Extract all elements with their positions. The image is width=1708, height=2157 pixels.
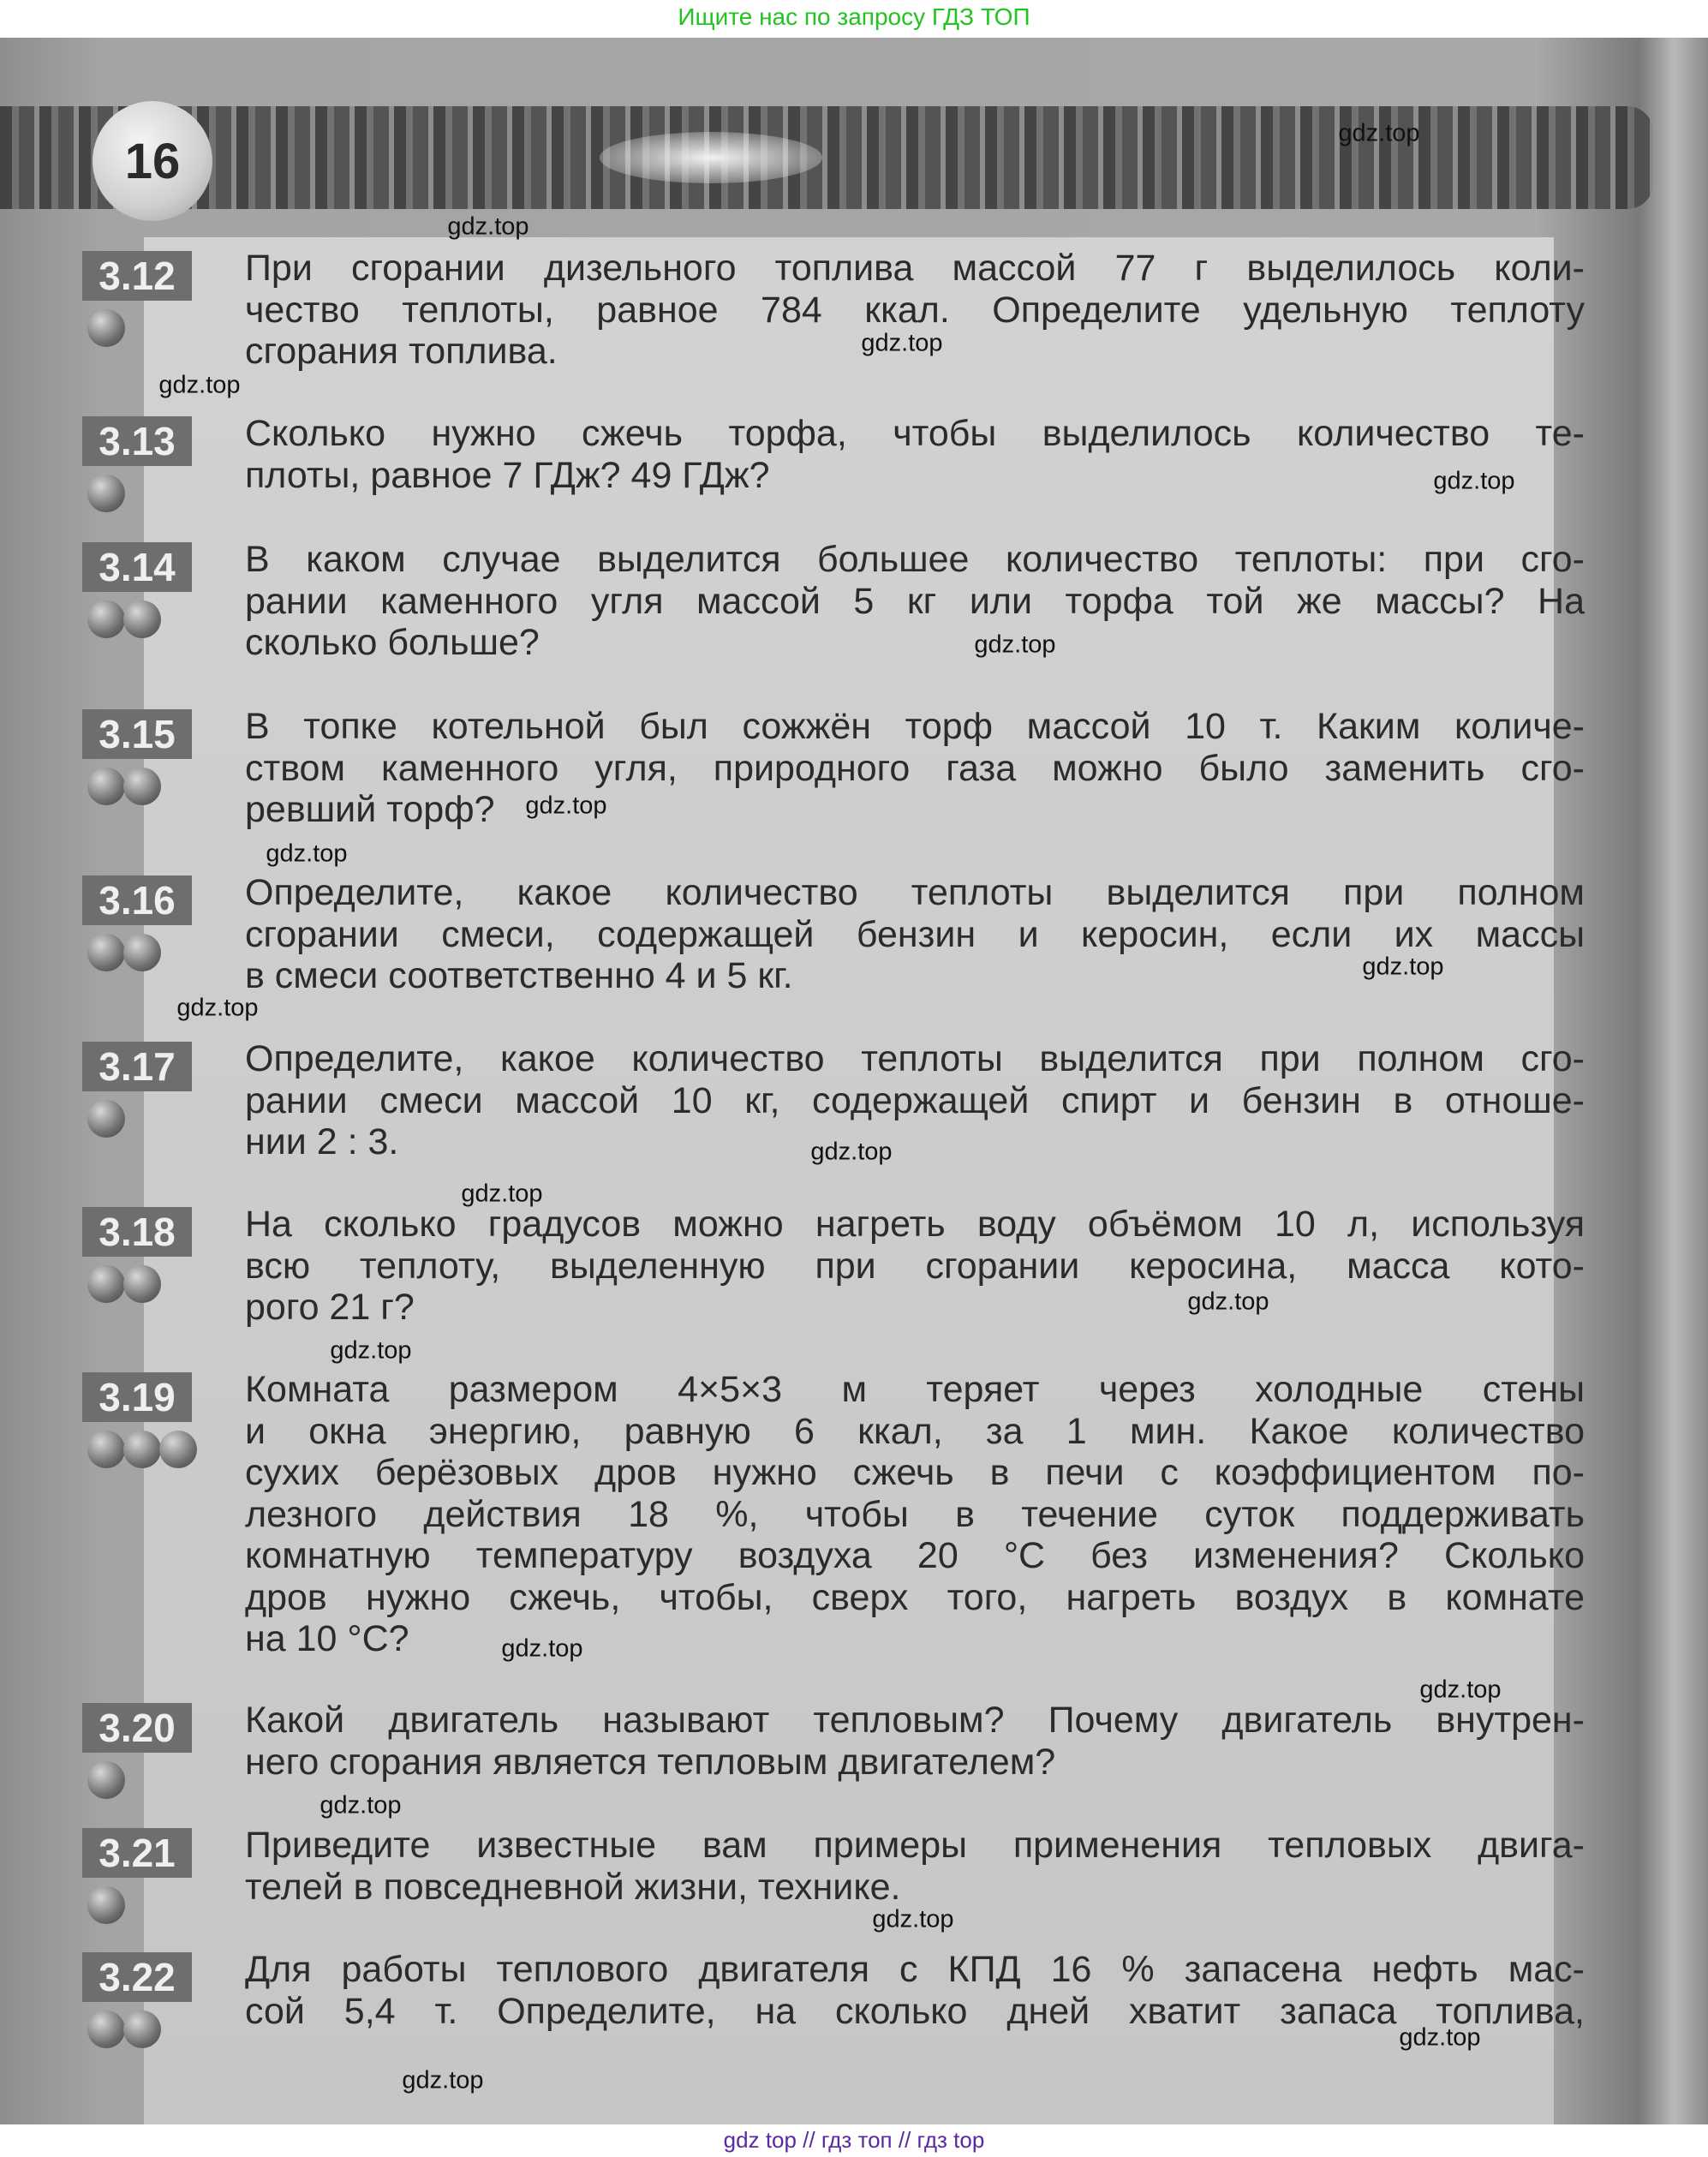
problem-number: 3.16 [82, 875, 192, 925]
watermark-text: gdz.top [501, 1634, 583, 1663]
problem-number: 3.13 [82, 416, 192, 466]
difficulty-ball-icon [123, 2011, 161, 2048]
problem-text [245, 1825, 1585, 1908]
difficulty-indicator [87, 2011, 159, 2048]
difficulty-indicator [87, 768, 159, 805]
problem-text-line: дров нужно сжечь, чтобы, сверх того, нагреть воздух в комнате [245, 1576, 1585, 1618]
watermark-text: gdz.top [861, 329, 943, 357]
problem-text-line: Определите, какое количество теплоты выделится при полном сго- [245, 1038, 1585, 1079]
watermark-text: gdz.top [525, 792, 607, 820]
difficulty-ball-icon [123, 1431, 161, 1468]
problem-text-line: в смеси соответственно 4 и 5 кг. [245, 955, 793, 996]
problem-number: 3.22 [82, 1952, 192, 2002]
difficulty-indicator [87, 1431, 195, 1468]
watermark-text: gdz.top [1433, 467, 1515, 495]
difficulty-ball-icon [159, 1431, 197, 1468]
watermark-text: gdz.top [176, 994, 259, 1022]
difficulty-indicator [87, 475, 123, 512]
difficulty-indicator [87, 934, 159, 971]
problem-text-line: плоты, равное 7 ГДж? 49 ГДж? [245, 454, 770, 496]
difficulty-indicator [87, 309, 123, 347]
problem-text-line: Комната размером 4×5×3 м теряет через холодные стены [245, 1369, 1585, 1410]
problem-number: 3.18 [82, 1207, 192, 1257]
problem-text-line: и окна энергию, равную 6 ккал, за 1 мин. Какое количество [245, 1410, 1585, 1452]
problem-text [245, 1369, 1585, 1660]
watermark-text: gdz.top [1419, 1676, 1502, 1704]
difficulty-ball-icon [87, 1431, 125, 1468]
problem-text-line: В топке котельной был сожжён торф массой 10 т. Каким количе- [245, 706, 1585, 747]
problem-text [245, 539, 1585, 664]
problem-number: 3.15 [82, 709, 192, 759]
watermark-text: gdz.top [974, 630, 1056, 659]
problem-text-line: лезного действия 18 %, чтобы в течение суток поддерживать [245, 1493, 1585, 1535]
problem-text-line: на 10 °С? [245, 1618, 409, 1659]
problem-text-line: При сгорании дизельного топлива массой 77 г выделилось коли- [245, 248, 1585, 289]
problem-number: 3.17 [82, 1042, 192, 1091]
watermark-text: gdz.top [158, 371, 241, 399]
watermark-text: gdz.top [810, 1138, 893, 1166]
problem-text-line: всю теплоту, выделенную при сгорании керосина, масса кото- [245, 1245, 1585, 1287]
problem-text-line: рании каменного угля массой 5 кг или торфа той же массы? На [245, 580, 1585, 622]
difficulty-ball-icon [87, 1886, 125, 1924]
problem-text-line: сгорания топлива. [245, 331, 558, 372]
difficulty-ball-icon [87, 309, 125, 347]
difficulty-ball-icon [123, 934, 161, 971]
watermark-text: gdz.top [872, 1905, 954, 1933]
watermark-text: gdz.top [1399, 2023, 1481, 2052]
problem-text-line: нии 2 : 3. [245, 1121, 399, 1162]
problem-text-line: Приведите известные вам примеры применения тепловых двига- [245, 1825, 1585, 1866]
problem-text-line: него сгорания является тепловым двигателем? [245, 1741, 1056, 1783]
problem-text [245, 1700, 1585, 1783]
difficulty-ball-icon [87, 1100, 125, 1138]
difficulty-ball-icon [123, 1265, 161, 1303]
watermark-text: gdz.top [447, 212, 529, 241]
problem-text [245, 413, 1585, 496]
problem-text-line: телей в повседневной жизни, технике. [245, 1866, 901, 1908]
footer-links: gdz top // гдз топ // гдз top [0, 2124, 1708, 2157]
difficulty-indicator [87, 600, 159, 638]
problem-text [245, 1204, 1585, 1329]
watermark-text: gdz.top [330, 1336, 412, 1365]
watermark-text: gdz.top [1187, 1288, 1269, 1316]
problem-text-line: Какой двигатель называют тепловым? Почему двигатель внутрен- [245, 1700, 1585, 1741]
difficulty-ball-icon [87, 1761, 125, 1799]
problem-number: 3.12 [82, 251, 192, 301]
difficulty-indicator [87, 1265, 159, 1303]
problem-text-line: сгорании смеси, содержащей бензин и керосин, если их массы [245, 913, 1585, 955]
problem-text-line: комнатную температуру воздуха 20 °С без изменения? Сколько [245, 1535, 1585, 1576]
watermark-text: gdz.top [1338, 119, 1420, 147]
problem-text-line: Сколько нужно сжечь торфа, чтобы выделилось количество те- [245, 413, 1585, 454]
difficulty-ball-icon [123, 768, 161, 805]
problem-text-line: рании смеси массой 10 кг, содержащей спирт и бензин в отноше- [245, 1079, 1585, 1121]
problem-text-line: На сколько градусов можно нагреть воду объёмом 10 л, используя [245, 1204, 1585, 1245]
problem-text-line: сухих берёзовых дров нужно сжечь в печи с коэффициентом по- [245, 1452, 1585, 1493]
difficulty-indicator [87, 1761, 123, 1799]
watermark-text: gdz.top [402, 2066, 484, 2094]
watermark-text: gdz.top [320, 1791, 402, 1819]
difficulty-ball-icon [87, 2011, 125, 2048]
search-hint-banner: Ищите нас по запросу ГДЗ ТОП [678, 3, 1030, 30]
problem-text-line: Определите, какое количество теплоты выделится при полном [245, 872, 1585, 913]
watermark-text: gdz.top [461, 1180, 543, 1208]
problem-number: 3.14 [82, 542, 192, 592]
difficulty-ball-icon [87, 934, 125, 971]
banner-light [600, 132, 822, 183]
problem-text-line: сой 5,4 т. Определите, на сколько дней хватит запаса топлива, [245, 1990, 1585, 2032]
problem-text-line: Для работы теплового двигателя с КПД 16 % запасена нефть мас- [245, 1949, 1585, 1990]
problem-text-line: рого 21 г? [245, 1287, 415, 1328]
watermark-text: gdz.top [1362, 953, 1444, 981]
problem-text-line: ревший торф? [245, 789, 495, 830]
difficulty-ball-icon [87, 768, 125, 805]
difficulty-indicator [87, 1100, 123, 1138]
problem-text [245, 1038, 1585, 1163]
watermark-text: gdz.top [266, 839, 348, 868]
difficulty-ball-icon [87, 600, 125, 638]
problem-text-line: ством каменного угля, природного газа можно было заменить сго- [245, 747, 1585, 789]
chapter-number-badge: 16 [93, 101, 212, 221]
problem-number: 3.19 [82, 1372, 192, 1422]
problem-number: 3.21 [82, 1828, 192, 1878]
problem-text-line: чество теплоты, равное 784 ккал. Определите удельную теплоту [245, 289, 1585, 331]
problem-text-line: В каком случае выделится большее количество теплоты: при сго- [245, 539, 1585, 580]
difficulty-ball-icon [123, 600, 161, 638]
problem-text-line: сколько больше? [245, 622, 540, 663]
difficulty-ball-icon [87, 475, 125, 512]
problem-number: 3.20 [82, 1703, 192, 1753]
difficulty-indicator [87, 1886, 123, 1924]
problem-text [245, 706, 1585, 831]
problem-text [245, 1949, 1585, 2032]
difficulty-ball-icon [87, 1265, 125, 1303]
